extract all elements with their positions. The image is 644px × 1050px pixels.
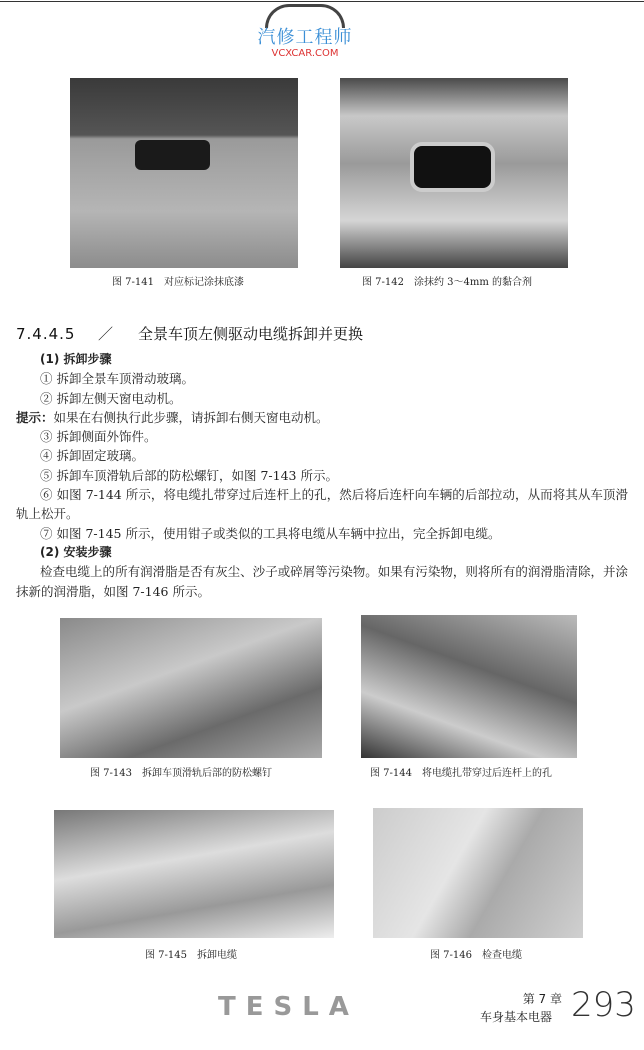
step: ④ 拆卸固定玻璃。 [40,448,144,464]
subheading: (1) 拆卸步骤 [40,352,112,366]
figure-7-146-photo [373,808,583,938]
car-icon [265,4,345,28]
figure-7-141-photo [70,78,298,268]
header-rule [0,1,644,2]
section-heading [16,323,363,344]
paragraph: 检查电缆上的所有润滑脂是否有灰尘、沙子或碎屑等污染物。如果有污染物，则将所有的润滑脂清除，并涂抹新的润滑脂，如图 7-146 所示。 [16,564,628,599]
step: ② 拆卸左侧天窗电动机。 [40,390,182,406]
logo-text: 汽修工程师 [257,27,353,48]
figure-caption: 图 7-144 将电缆扎带穿过后连杆上的孔 [370,768,553,779]
primer-mark [135,140,210,170]
tip [16,408,628,427]
adhesive-mark [410,142,495,192]
step: ⑥ 如图 7-144 所示，将电缆扎带穿过后连杆上的孔，然后将后连杆向车辆的后部拉动，从而将其从车顶滑轨上松开。 [16,487,628,522]
tesla-logo: TESLA [218,992,359,1022]
chapter-title: 车身基本电器 [480,1010,553,1024]
step: ① 拆卸全景车顶滑动玻璃。 [40,371,194,387]
figure-caption: 图 7-145 拆卸电缆 [145,950,238,961]
section-slash: ／ [98,325,114,343]
body-text [16,350,628,601]
page-number: 293 [571,985,636,1025]
figure-7-143-photo [60,618,322,758]
figure-7-144-photo [361,615,577,758]
watermark-logo [245,4,365,64]
figure-caption: 图 7-142 涂抹约 3～4mm 的黏合剂 [362,277,533,288]
chapter-number: 第 7 章 [522,992,562,1006]
step: ③ 拆卸侧面外饰件。 [40,429,157,445]
subheading: (2) 安装步骤 [40,544,112,559]
figure-caption: 图 7-146 检查电缆 [430,950,523,961]
step: ⑤ 拆卸车顶滑轨后部的防松螺钉，如图 7-143 所示。 [40,467,338,483]
logo-url: VCXCAR.COM [271,48,339,59]
figure-caption: 图 7-143 拆卸车顶滑轨后部的防松螺钉 [90,768,273,779]
figure-7-145-photo [54,810,334,938]
step: ⑦ 如图 7-145 所示，使用钳子或类似的工具将电缆从车辆中拉出，完全拆卸电缆。 [40,525,501,541]
tip-text: 如果在右侧执行此步骤，请拆卸右侧天窗电动机。 [53,409,329,425]
section-number: 7.4.4.5 [16,325,76,343]
section-title: 全景车顶左侧驱动电缆拆卸并更换 [138,325,364,343]
tip-label: 提示： [16,409,54,425]
figure-caption: 图 7-141 对应标记涂抹底漆 [112,277,245,288]
